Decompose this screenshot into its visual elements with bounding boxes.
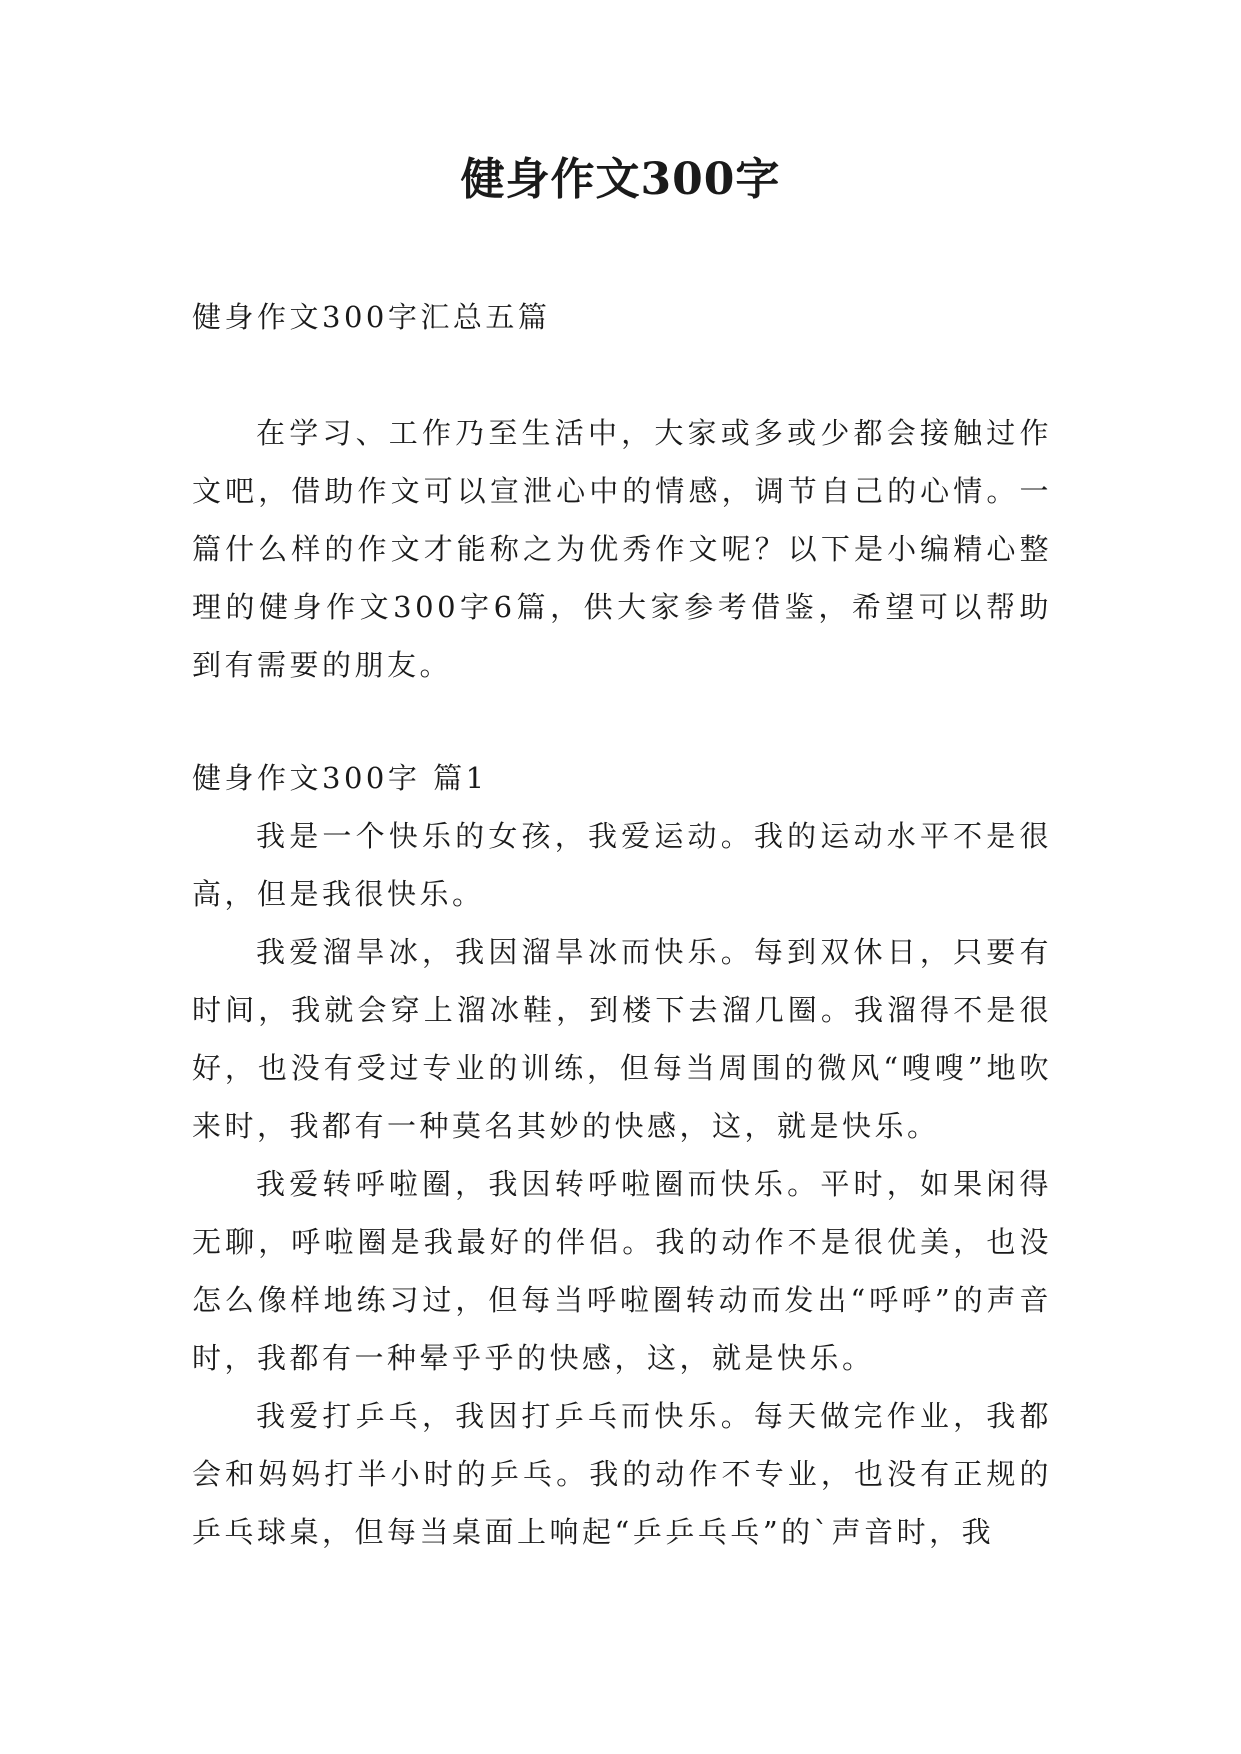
- paragraph: 我爱溜旱冰，我因溜旱冰而快乐。每到双休日，只要有时间，我就会穿上溜冰鞋，到楼下去溜几圈。我溜得不是很好，也没有受过专业的训练，但每当周围的微风“嗖嗖”地吹来时，我都有一种莫名其妙的快感，这，就是快乐。: [192, 935, 1052, 1143]
- section-heading: 健身作文300字 篇1: [192, 761, 488, 795]
- document-subtitle: 健身作文300字汇总五篇: [192, 300, 551, 334]
- paragraph: 我爱打乒乓，我因打乒乓而快乐。每天做完作业，我都会和妈妈打半小时的乒乓。我的动作不专业，也没有正规的乒乓球桌，但每当桌面上响起“乒乒乓乓”的`声音时，我: [192, 1399, 1052, 1549]
- paragraph: 我爱转呼啦圈，我因转呼啦圈而快乐。平时，如果闲得无聊，呼啦圈是我最好的伴侣。我的动作不是很优美，也没怎么像样地练习过，但每当呼啦圈转动而发出“呼呼”的声音时，我都有一种晕乎乎的快感，这，就是快乐。: [192, 1167, 1052, 1375]
- section-body: [192, 807, 1052, 1561]
- paragraph: 我是一个快乐的女孩，我爱运动。我的运动水平不是很高，但是我很快乐。: [192, 819, 1052, 911]
- document-title: 健身作文300字: [460, 154, 781, 205]
- intro-paragraph: 在学习、工作乃至生活中，大家或多或少都会接触过作文吧，借助作文可以宣泄心中的情感，调节自己的心情。一篇什么样的作文才能称之为优秀作文呢？以下是小编精心整理的健身作文300字6篇，供大家参考借鉴，希望可以帮助到有需要的朋友。: [192, 416, 1052, 682]
